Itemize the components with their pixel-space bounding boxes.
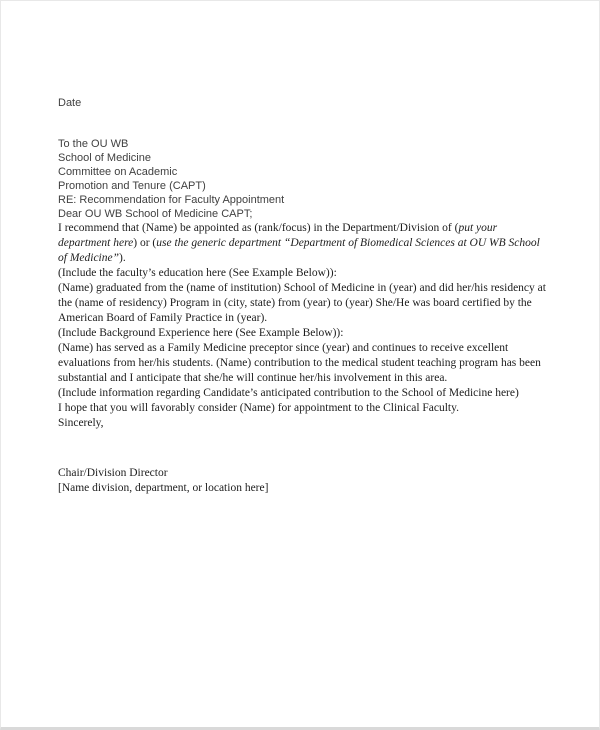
recipient-line-4: Promotion and Tenure (CAPT) <box>58 180 206 192</box>
recipient-line-1: To the OU WB <box>58 138 129 150</box>
background-paragraph: (Name) has served as a Family Medicine preceptor since (year) and continues to receive excellent evaluations from her/his students. (Name) contribution to the medical student teaching program has been substantial and I anticipate that she/he will continue her/his involvement in this area. <box>58 342 541 384</box>
date-line: Date <box>58 97 82 109</box>
closing-paragraph: I hope that you will favorably consider (Name) for appointment to the Clinical Faculty. <box>58 402 460 414</box>
recipient-block <box>58 137 548 193</box>
signature-block <box>58 466 548 496</box>
salutation: Dear OU WB School of Medicine CAPT; <box>58 208 253 220</box>
signoff: Sincerely, <box>58 417 104 429</box>
recommendation-text-3: ). <box>119 252 126 264</box>
recipient-line-3: Committee on Academic <box>58 166 178 178</box>
signature-location-line: [Name division, department, or location here] <box>58 482 269 494</box>
education-note: (Include the faculty’s education here (See Example Below)): <box>58 267 337 279</box>
recommendation-text-1: I recommend that (Name) be appointed as (rank/focus) in the Department/Division of ( <box>58 222 459 234</box>
subject-line: RE: Recommendation for Faculty Appointment <box>58 194 285 206</box>
recommendation-placeholder-2: use the generic department “Department of Biomedical Sciences at OU WB School of Medicine” <box>58 237 540 264</box>
recommendation-placeholder-1: put your department here <box>58 222 498 249</box>
signature-title-line: Chair/Division Director <box>58 467 168 479</box>
contribution-note: (Include information regarding Candidate’s anticipated contribution to the School of Medicine here) <box>58 387 519 399</box>
recommendation-paragraph <box>58 221 548 266</box>
background-note: (Include Background Experience here (See Example Below)): <box>58 327 344 339</box>
recipient-line-2: School of Medicine <box>58 152 151 164</box>
recommendation-text-2: ) or ( <box>133 237 157 249</box>
education-paragraph: (Name) graduated from the (name of institution) School of Medicine in (year) and did her/his residency at the (name of residency) Program in (city, state) from (year) to (year) She/He was board certified by the American Board of Family Practice in (year). <box>58 282 546 324</box>
